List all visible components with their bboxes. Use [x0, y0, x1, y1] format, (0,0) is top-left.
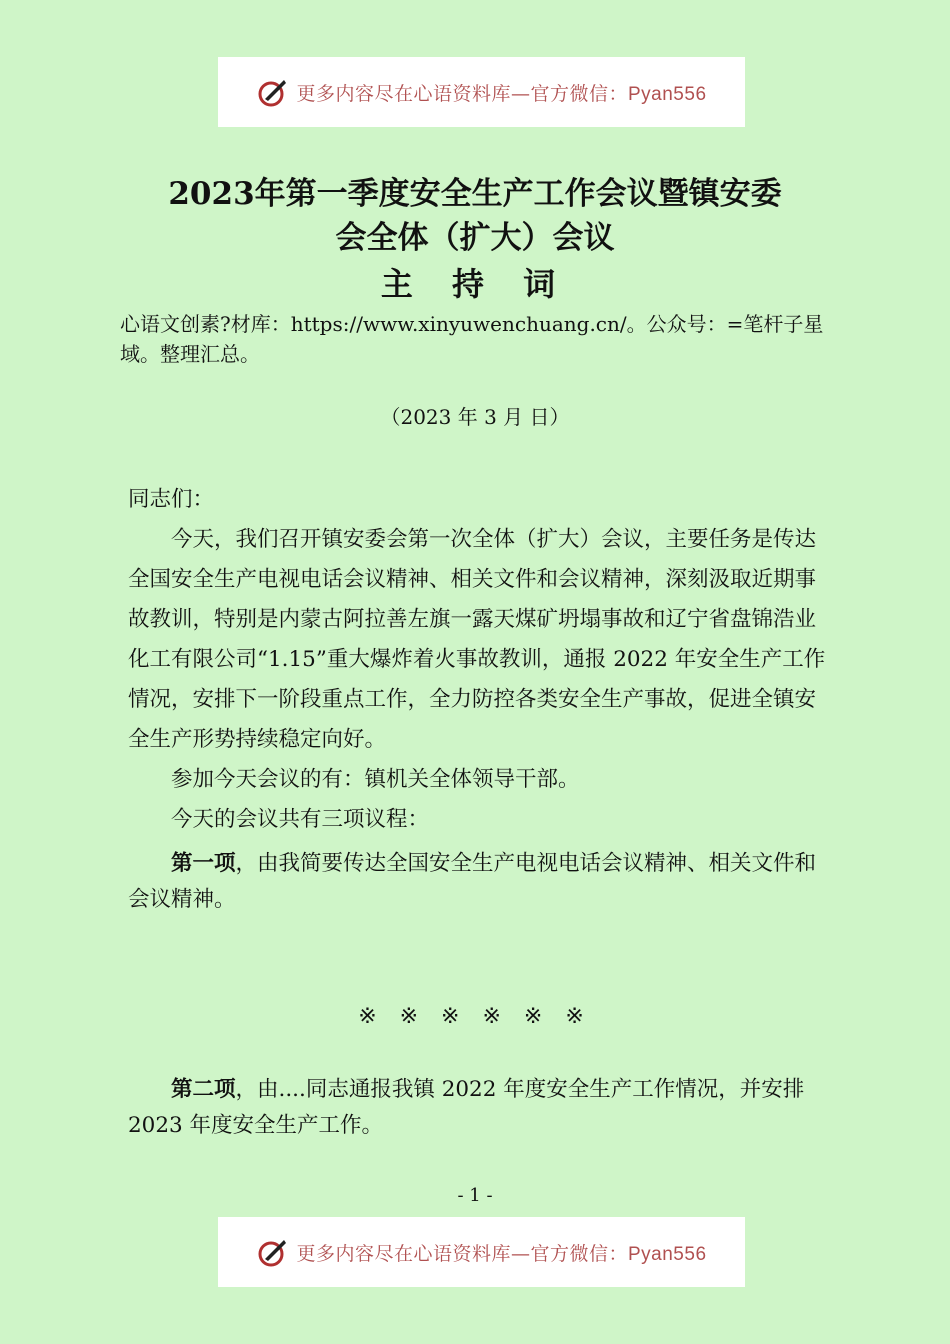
quill-logo-icon	[256, 75, 290, 109]
document-body	[128, 480, 828, 918]
document-date: （2023 年 3 月 日）	[380, 405, 570, 429]
agenda-item-1	[128, 846, 828, 918]
paragraph-attendees: 参加今天会议的有：镇机关全体领导干部。	[171, 767, 580, 792]
banner-wechat-id: Pyan556	[628, 83, 707, 105]
agenda-item-2-label: 第二项	[171, 1077, 236, 1102]
agenda-item-2-text: ，由....同志通报我镇 2022 年度安全生产工作情况，并安排 2023 年度安全生产工作。	[128, 1077, 805, 1138]
paragraph-agenda: 今天的会议共有三项议程：	[171, 807, 430, 832]
title-line-2: 会全体（扩大）会议	[335, 220, 615, 256]
agenda-item-2	[128, 1072, 828, 1144]
header-banner	[218, 57, 745, 127]
quill-logo-icon	[256, 1235, 290, 1269]
greeting: 同志们：	[128, 487, 215, 512]
page-number: - 1 -	[457, 1185, 493, 1206]
title-line-1: 2023年第一季度安全生产工作会议暨镇安委	[168, 176, 782, 212]
agenda-item-1-text: ，由我简要传达全国安全生产电视电话会议精神、相关文件和会议精神。	[128, 851, 817, 912]
banner-text: 更多内容尽在心语资料库—官方微信：Pyan556	[296, 1242, 707, 1265]
section-separator: ※ ※ ※ ※ ※ ※	[358, 1004, 592, 1029]
document-body-continued	[128, 1072, 828, 1144]
banner-wechat-id: Pyan556	[628, 1243, 707, 1265]
source-note: 心语文创素?材库：https://www.xinyuwenchuang.cn/。公众号：=笔杆子星域。整理汇总。	[120, 312, 824, 366]
banner-text: 更多内容尽在心语资料库—官方微信：Pyan556	[296, 82, 707, 105]
title-line-3: 主 持 词	[380, 265, 570, 303]
paragraph-intro: 今天，我们召开镇安委会第一次全体（扩大）会议，主要任务是传达全国安全生产电视电话会议精神、相关文件和会议精神，深刻汲取近期事故教训，特别是内蒙古阿拉善左旗一露天煤矿坍塌事故和辽宁省盘锦浩业化工有限公司“1.15”重大爆炸着火事故教训，通报 2022 年安全生产工作情况，安排下一阶段重点工作，全力防控各类安全生产事故，促进全镇安全生产形势持续稳定向好。	[128, 527, 826, 752]
agenda-item-1-label: 第一项	[171, 851, 236, 876]
footer-banner	[218, 1217, 745, 1287]
